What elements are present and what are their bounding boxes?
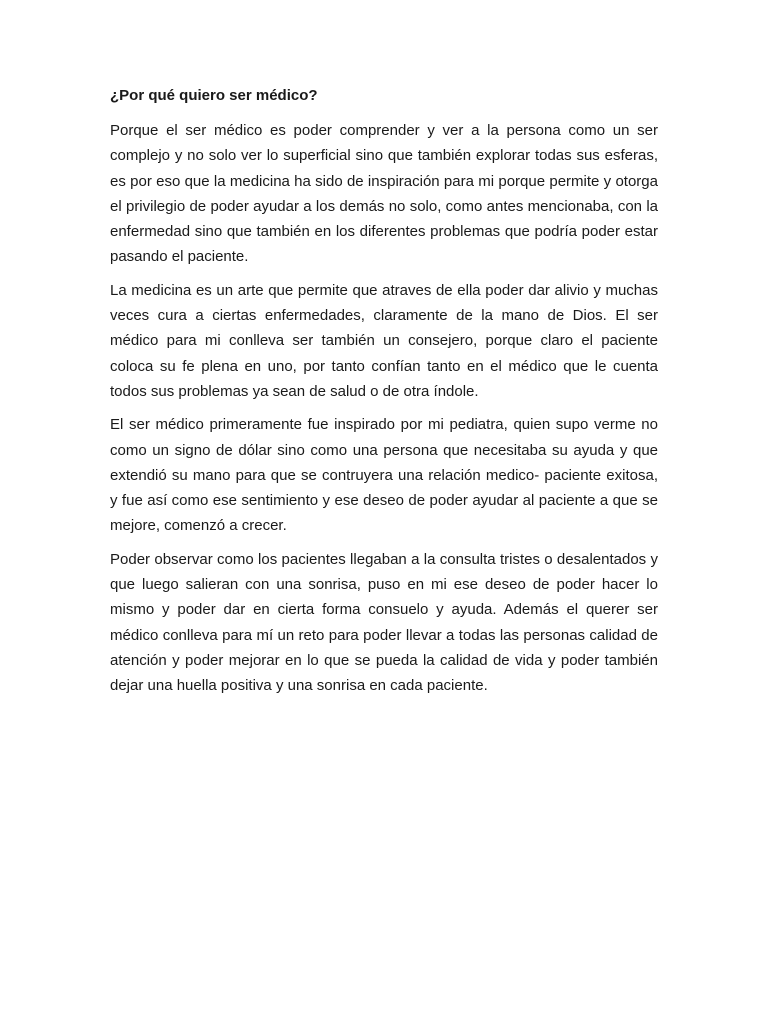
document-title: ¿Por qué quiero ser médico?: [110, 87, 318, 104]
paragraph-1: Porque el ser médico es poder comprender y ver a la persona como un ser complejo y no solo ver lo superficial sino que también explorar todas sus esferas, es por eso que la medicina ha sido de inspiración para mi porque permite y otorga el privilegio de poder ayudar a los demás no solo, como antes mencionaba, con la enfermedad sino que también en los diferentes problemas que podría poder estar pasando el paciente.: [110, 122, 658, 266]
paragraph-3: El ser médico primeramente fue inspirado por mi pediatra, quien supo verme no como un signo de dólar sino como una persona que necesitaba su ayuda y que extendió su mano para que se contruyera una relación medico- paciente exitosa, y fue así como ese sentimiento y ese deseo de poder ayudar al paciente a que se mejore, comenzó a crecer.: [110, 416, 658, 535]
paragraph-2: La medicina es un arte que permite que atraves de ella poder dar alivio y muchas veces cura a ciertas enfermedades, claramente de la mano de Dios. El ser médico para mi conlleva ser también un consejero, porque claro el paciente coloca su fe plena en uno, por tanto confían tanto en el médico que le cuenta todos sus problemas ya sean de salud o de otra índole.: [110, 281, 658, 400]
paragraph-4: Poder observar como los pacientes llegaban a la consulta tristes o desalentados y que luego salieran con una sonrisa, puso en mi ese deseo de poder hacer lo mismo y poder dar en cierta forma consuelo y ayuda. Además el querer ser médico conlleva para mí un reto para poder llevar a todas las personas calidad de atención y poder mejorar en lo que se pueda la calidad de vida y poder también dejar una huella positiva y una sonrisa en cada paciente.: [110, 550, 658, 695]
